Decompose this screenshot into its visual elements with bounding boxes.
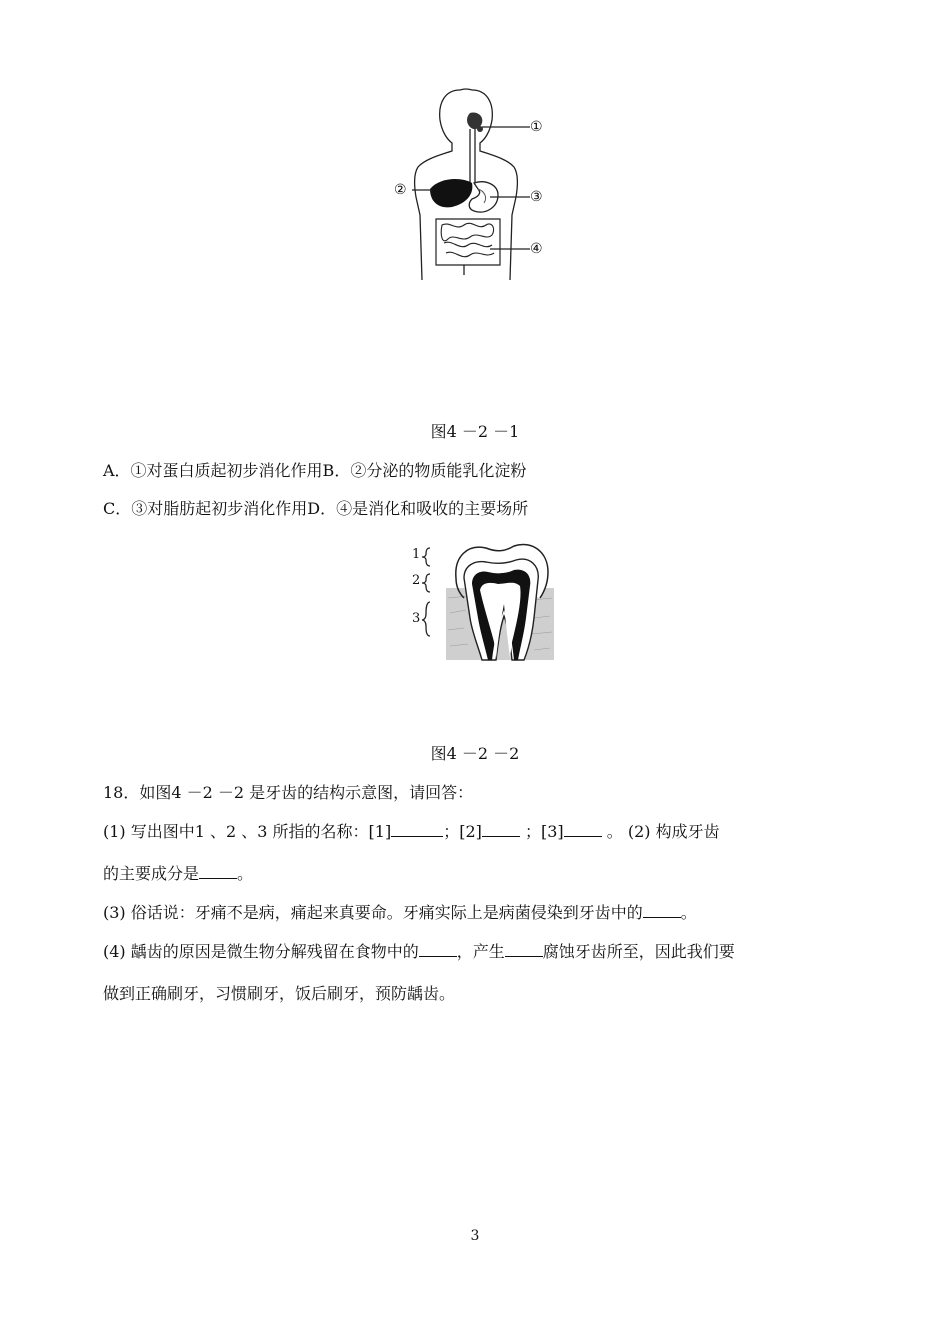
blank-4[interactable] (199, 864, 237, 879)
q18-part4-text-c: 腐蚀牙齿所至，因此我们要 (542, 942, 735, 961)
question-18-part1 (103, 822, 720, 842)
q18-part1-text-d: 。 (2) 构成牙齿 (601, 822, 720, 841)
q18-part4-text-a: (4) 龋齿的原因是微生物分解残留在食物中的 (103, 942, 419, 961)
q18-part1-text-c: ；[3] (519, 822, 564, 841)
blank-1[interactable] (391, 822, 443, 837)
figure1-caption: 图4 －2 －1 (430, 422, 520, 441)
question-18-part5: 做到正确刷牙，习惯刷牙，饭后刷牙，预防龋齿。 (103, 984, 456, 1003)
question-18-part4 (103, 942, 735, 962)
q18-part3-text-a: (3) 俗话说：牙痛不是病，痛起来真要命。牙痛实际上是病菌侵染到牙齿中的 (103, 903, 643, 922)
blank-6[interactable] (419, 942, 457, 957)
figure1-label-2: ② (394, 182, 407, 198)
q18-part2-text-b: 。 (237, 864, 254, 883)
figure2-caption: 图4 －2 －2 (430, 744, 520, 763)
q18-part3-text-b: 。 (680, 903, 697, 922)
blank-2[interactable] (482, 822, 520, 837)
page-number: 3 (470, 1228, 480, 1244)
q18-part1-text-b: ；[2] (443, 822, 482, 841)
question-18-part2 (103, 864, 253, 884)
question-18-part3 (103, 903, 697, 923)
digestive-system-drawing (390, 85, 550, 285)
figure1-label-1: ① (530, 119, 543, 135)
blank-7[interactable] (505, 942, 543, 957)
q18-part4-text-b: ，产生 (456, 942, 505, 961)
figure2-label-3: 3 (412, 611, 421, 626)
q18-part1-text-a: (1) 写出图中1 、2 、3 所指的名称：[1] (103, 822, 392, 841)
question-18-stem: 18．如图4 －2 －2 是牙齿的结构示意图，请回答： (103, 783, 474, 802)
figure2-label-1: 1 (412, 547, 421, 562)
figure1-label-3: ③ (530, 189, 543, 205)
digestive-system-figure (390, 85, 550, 285)
figure2-label-2: 2 (412, 573, 421, 588)
figure1-label-4: ④ (530, 241, 543, 257)
tooth-structure-figure (408, 538, 558, 663)
tooth-structure-drawing (408, 538, 558, 663)
blank-5[interactable] (643, 903, 681, 918)
blank-3[interactable] (564, 822, 602, 837)
option-line-cd: C．③对脂肪起初步消化作用D．④是消化和吸收的主要场所 (103, 499, 529, 518)
q18-part2-text-a: 的主要成分是 (103, 864, 200, 883)
option-line-ab: A．①对蛋白质起初步消化作用B．②分泌的物质能乳化淀粉 (103, 461, 527, 480)
